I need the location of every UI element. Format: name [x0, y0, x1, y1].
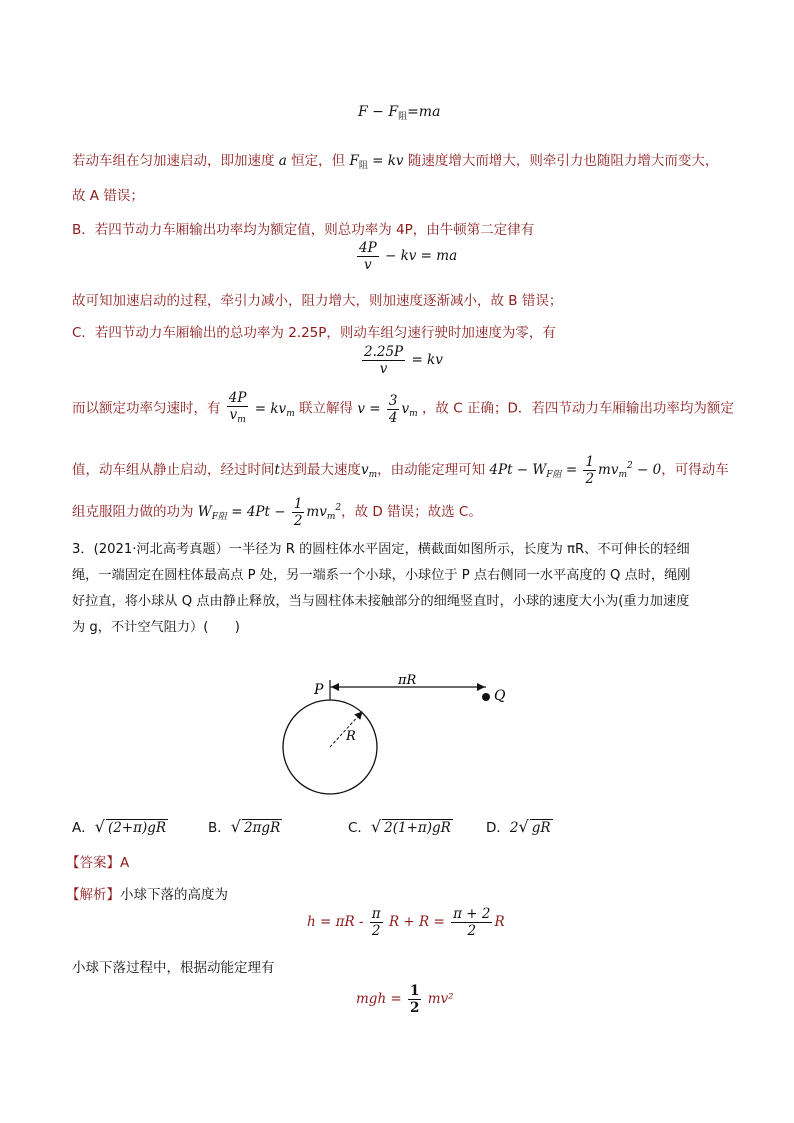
option-b-value: 2πgR [243, 820, 281, 836]
pc2-eq-den: $v_m$ [229, 407, 246, 425]
label-pir: πR [398, 673, 417, 688]
para-d-text-b: 达到最大速度 [279, 462, 361, 478]
eq2-den: v [364, 257, 372, 273]
analysis-text: 小球下落的高度为 [120, 887, 228, 903]
eq1-rhs: =ma [407, 104, 441, 120]
friction-formula: $F_阻$ = kv [349, 153, 404, 171]
q3-line2: 绳，一端固定在圆柱体最高点 P 处，另一端系一个小球，小球位于 P 点右侧同一水平高度的 Q 点时，绳刚 [72, 568, 691, 583]
option-d-value: gR [531, 820, 551, 836]
para-d-text-d: ，可得动车 [661, 462, 729, 478]
option-a-value: (2+π)gR [107, 820, 167, 836]
para-c-line2: 而以额定功率匀速时，有 $\frac{4P}{v_m}$ = $kv_m$ 联立解得 v = $\frac{3}{4}$ $v_m$ ，故 C 正确；D．若四节动力车厢输出功率均为额定 [72, 390, 734, 428]
para-c2-text-a: 而以额定功率匀速时，有 [72, 400, 221, 417]
q3-line1: 3．(2021·河北高考真题）一半径为 R 的圆柱体水平固定，横截面如图所示，长度为 πR、不可伸长的轻细 [72, 542, 690, 557]
answer-value: A [120, 855, 130, 871]
eq1-lhs: F − F [358, 104, 399, 120]
answer-line [66, 851, 129, 871]
eq2-num: 4P [359, 240, 377, 256]
option-c-label: C． [348, 820, 371, 836]
option-c[interactable]: C．√ 2(1+π)gR [348, 817, 451, 836]
para-a-line1 [72, 149, 718, 171]
option-a-label: A． [72, 820, 95, 836]
para-kinetic: 小球下落过程中，根据动能定理有 [72, 960, 275, 976]
para-b-line1: B．若四节动力车厢输出功率均为额定值，则总功率为 4P，由牛顿第二定律有 [72, 222, 535, 238]
eq4-mid: R + R = [388, 914, 450, 930]
option-c-value: 2(1+π)gR [384, 820, 451, 836]
eq3-rest: = kv [407, 352, 443, 368]
para-c-line1: C．若四节动力车厢输出的总功率为 2.25P，则动车组匀速行驶时加速度为零，有 [72, 325, 556, 341]
pc2-v-num: 3 [388, 392, 398, 409]
label-p: P [314, 682, 324, 698]
option-b-label: B． [208, 820, 231, 836]
pc2-v-den: 4 [388, 409, 398, 426]
eq4-lhs: h = πR - [307, 914, 368, 930]
para-c2-text-b: 联立解得 [299, 400, 354, 417]
pc2-eq-rest: = kv [250, 400, 287, 417]
para-d2-text-a: 组克服阻力做的功为 [72, 504, 194, 520]
ball-q [482, 693, 490, 701]
option-d-prefix: 2 [509, 820, 519, 836]
para-a-text-b: 恒定，但 [291, 153, 346, 169]
para-d-text-c: ，由动能定理可知 [377, 462, 486, 478]
option-d-label: D． [486, 820, 510, 836]
para-d2-text-b: ，故 D 错误；故选 C。 [341, 504, 482, 520]
para-d-line2 [72, 496, 482, 529]
para-d-text-a: 值，动车组从静止启动，经过时间 [72, 462, 275, 478]
equation-b [355, 240, 457, 273]
equation-c [360, 344, 443, 377]
eq2-rest: − kv = ma [380, 248, 458, 264]
cylinder-figure [270, 672, 510, 812]
para-a-text-a: 若动车组在匀加速启动，即加速度 [72, 153, 275, 169]
eq4-n1: π [371, 906, 381, 922]
eq4-d2: 2 [467, 923, 477, 939]
eq4-d1: 2 [371, 923, 381, 939]
eq5-den: 2 [410, 1000, 420, 1016]
work-energy-eq: $4Pt - W_{F阻}$ = $\frac{1}{2}$ $mv_m^2 - 0$ [489, 454, 662, 487]
eq4-n2: π + 2 [453, 906, 491, 922]
eq3-num: 2.25P [364, 344, 404, 360]
eq5-lhs: mgh = [356, 991, 407, 1007]
q3-line3: 好拉直，将小球从 Q 点由静止释放，当与圆柱体未接触部分的细绳竖直时，小球的速度大小为(重力加速度 [72, 594, 690, 609]
para-d-line1: 值，动车组从静止启动，经过时间t达到最大速度$v_m$，由动能定理可知 $4Pt - W_{F阻}$ = $\frac{1}{2}$ $mv_m^2 - 0$，可得动车 [72, 454, 729, 487]
label-r: R [346, 729, 356, 744]
option-b[interactable]: B．√ 2πgR [208, 817, 281, 836]
para-a-line2: 故 A 错误； [72, 188, 144, 204]
eq1-sub: 阻 [398, 112, 408, 122]
eq5-num: 1 [410, 983, 420, 999]
pc2-eq-num: 4P [228, 390, 247, 406]
analysis-label: 【解析】 [66, 887, 120, 903]
analysis-line [66, 883, 228, 903]
option-a[interactable]: A．√ (2+π)gR [72, 817, 167, 836]
eq5-rhs: mv² [427, 991, 454, 1007]
accel-symbol: a [278, 153, 287, 169]
equation-height [307, 906, 505, 939]
equation-newton [358, 104, 440, 122]
q3-line4: 为 g，不计空气阻力）( ) [72, 620, 240, 635]
eq3-den: v [379, 361, 388, 377]
work-result-eq: $W_{F阻} = 4Pt$ − $\frac{1}{2}$ $mv_m^2$ [197, 496, 342, 529]
para-b-line2: 故可知加速启动的过程，牵引力减小，阻力增大，则加速度逐渐减小，故 B 错误； [72, 293, 563, 309]
option-d[interactable]: D．2√ gR [486, 817, 551, 836]
answer-label: 【答案】 [66, 855, 120, 871]
equation-energy [356, 983, 454, 1016]
para-c2-text-c: ，故 C 正确；D．若四节动力车厢输出功率均为额定 [421, 400, 734, 417]
para-a-text-c: 随速度增大而增大，则牵引力也随阻力增大而变大， [407, 153, 719, 169]
eq4-end: R [494, 914, 505, 930]
label-q: Q [494, 688, 506, 704]
